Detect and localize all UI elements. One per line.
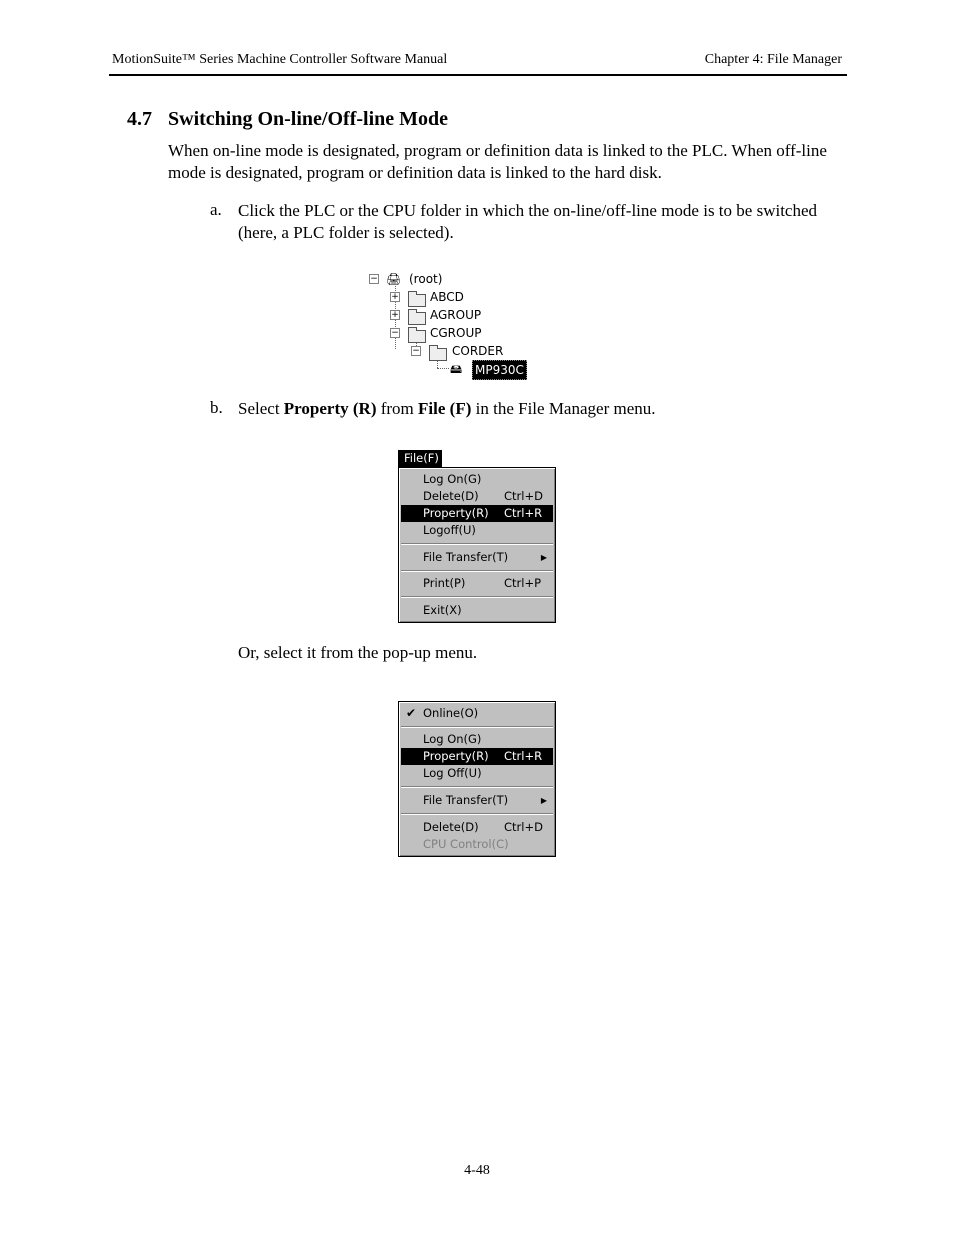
menu-separator (401, 813, 553, 815)
folder-icon (408, 294, 426, 307)
menu-item-file-transfer[interactable]: File Transfer(T) ▶ (423, 550, 547, 564)
menu-item-file-transfer[interactable]: File Transfer(T) ▶ (423, 793, 547, 807)
menu-item-cpu-control: CPU Control(C) (423, 837, 509, 851)
menu-separator (401, 726, 553, 728)
folder-icon (429, 348, 447, 361)
popup-menu (398, 701, 556, 857)
menu-item-log-off[interactable]: Log Off(U) (423, 766, 482, 780)
menu-item-online[interactable]: ✔ Online(O) (406, 706, 479, 720)
menu-item-delete[interactable]: Delete(D) Ctrl+D (423, 820, 543, 834)
menu-item-property[interactable]: Property(R) Ctrl+R (401, 505, 553, 522)
running-header-title: MotionSuite™ Series Machine Controller Software Manual (112, 52, 448, 67)
plc-root-icon: 🖨 (386, 272, 402, 286)
tree-item-label: ABCD (430, 290, 464, 304)
tree-selected-label: MP930C (472, 360, 527, 380)
menu-item-log-on[interactable]: Log On(G) (423, 732, 482, 746)
menu-item-exit[interactable]: Exit(X) (423, 603, 462, 617)
intro-paragraph: When on-line mode is designated, program or definition data is linked to the PLC. When off-line mode is designated, program or definition data is linked to the hard disk. (168, 141, 827, 182)
folder-tree (366, 268, 536, 382)
folder-icon (408, 330, 426, 343)
collapse-icon[interactable]: − (391, 328, 399, 338)
step-b-text: Select Property (R) from File (F) in the File Manager menu. (238, 399, 656, 418)
running-header-chapter: Chapter 4: File Manager (704, 52, 842, 67)
tree-item-label: CGROUP (430, 326, 482, 340)
page-number: 4-48 (464, 1163, 490, 1178)
checkmark-icon: ✔ (406, 706, 417, 720)
menu-item-logoff[interactable]: Logoff(U) (423, 523, 476, 537)
menu-separator (401, 543, 553, 545)
step-a-text: Click the PLC or the CPU folder in which the on-line/off-line mode is to be switched (here, a PLC folder is selected). (238, 201, 818, 242)
tree-item-label: CORDER (452, 344, 504, 358)
tree-root-label: (root) (409, 272, 443, 286)
expand-icon[interactable]: + (391, 292, 399, 302)
menu-item-log-on[interactable]: Log On(G) (423, 472, 482, 486)
menu-item-print[interactable]: Print(P) Ctrl+P (423, 576, 542, 590)
file-menu (398, 467, 556, 623)
tree-item-label: AGROUP (430, 308, 482, 322)
menu-item-property[interactable]: Property(R) Ctrl+R (401, 748, 553, 765)
tree-connector (437, 368, 449, 369)
menu-item-delete[interactable]: Delete(D) Ctrl+D (423, 489, 543, 503)
section-title: Switching On-line/Off-line Mode (168, 108, 448, 130)
section-number: 4.7 (127, 108, 152, 130)
header-rule (109, 74, 847, 76)
menu-separator (401, 596, 553, 598)
menu-separator (401, 786, 553, 788)
menu-separator (401, 570, 553, 572)
file-menu-title[interactable]: File(F) (398, 450, 442, 467)
collapse-icon[interactable]: − (412, 346, 420, 356)
cpu-icon: 🖴 (450, 362, 463, 376)
collapse-icon[interactable]: − (370, 274, 378, 284)
submenu-arrow-icon: ▶ (540, 796, 547, 805)
or-text: Or, select it from the pop-up menu. (238, 643, 478, 662)
folder-icon (408, 312, 426, 325)
submenu-arrow-icon: ▶ (540, 553, 547, 562)
expand-icon[interactable]: + (391, 310, 399, 320)
step-a-letter: a. (210, 200, 222, 219)
step-b-letter: b. (210, 398, 223, 417)
